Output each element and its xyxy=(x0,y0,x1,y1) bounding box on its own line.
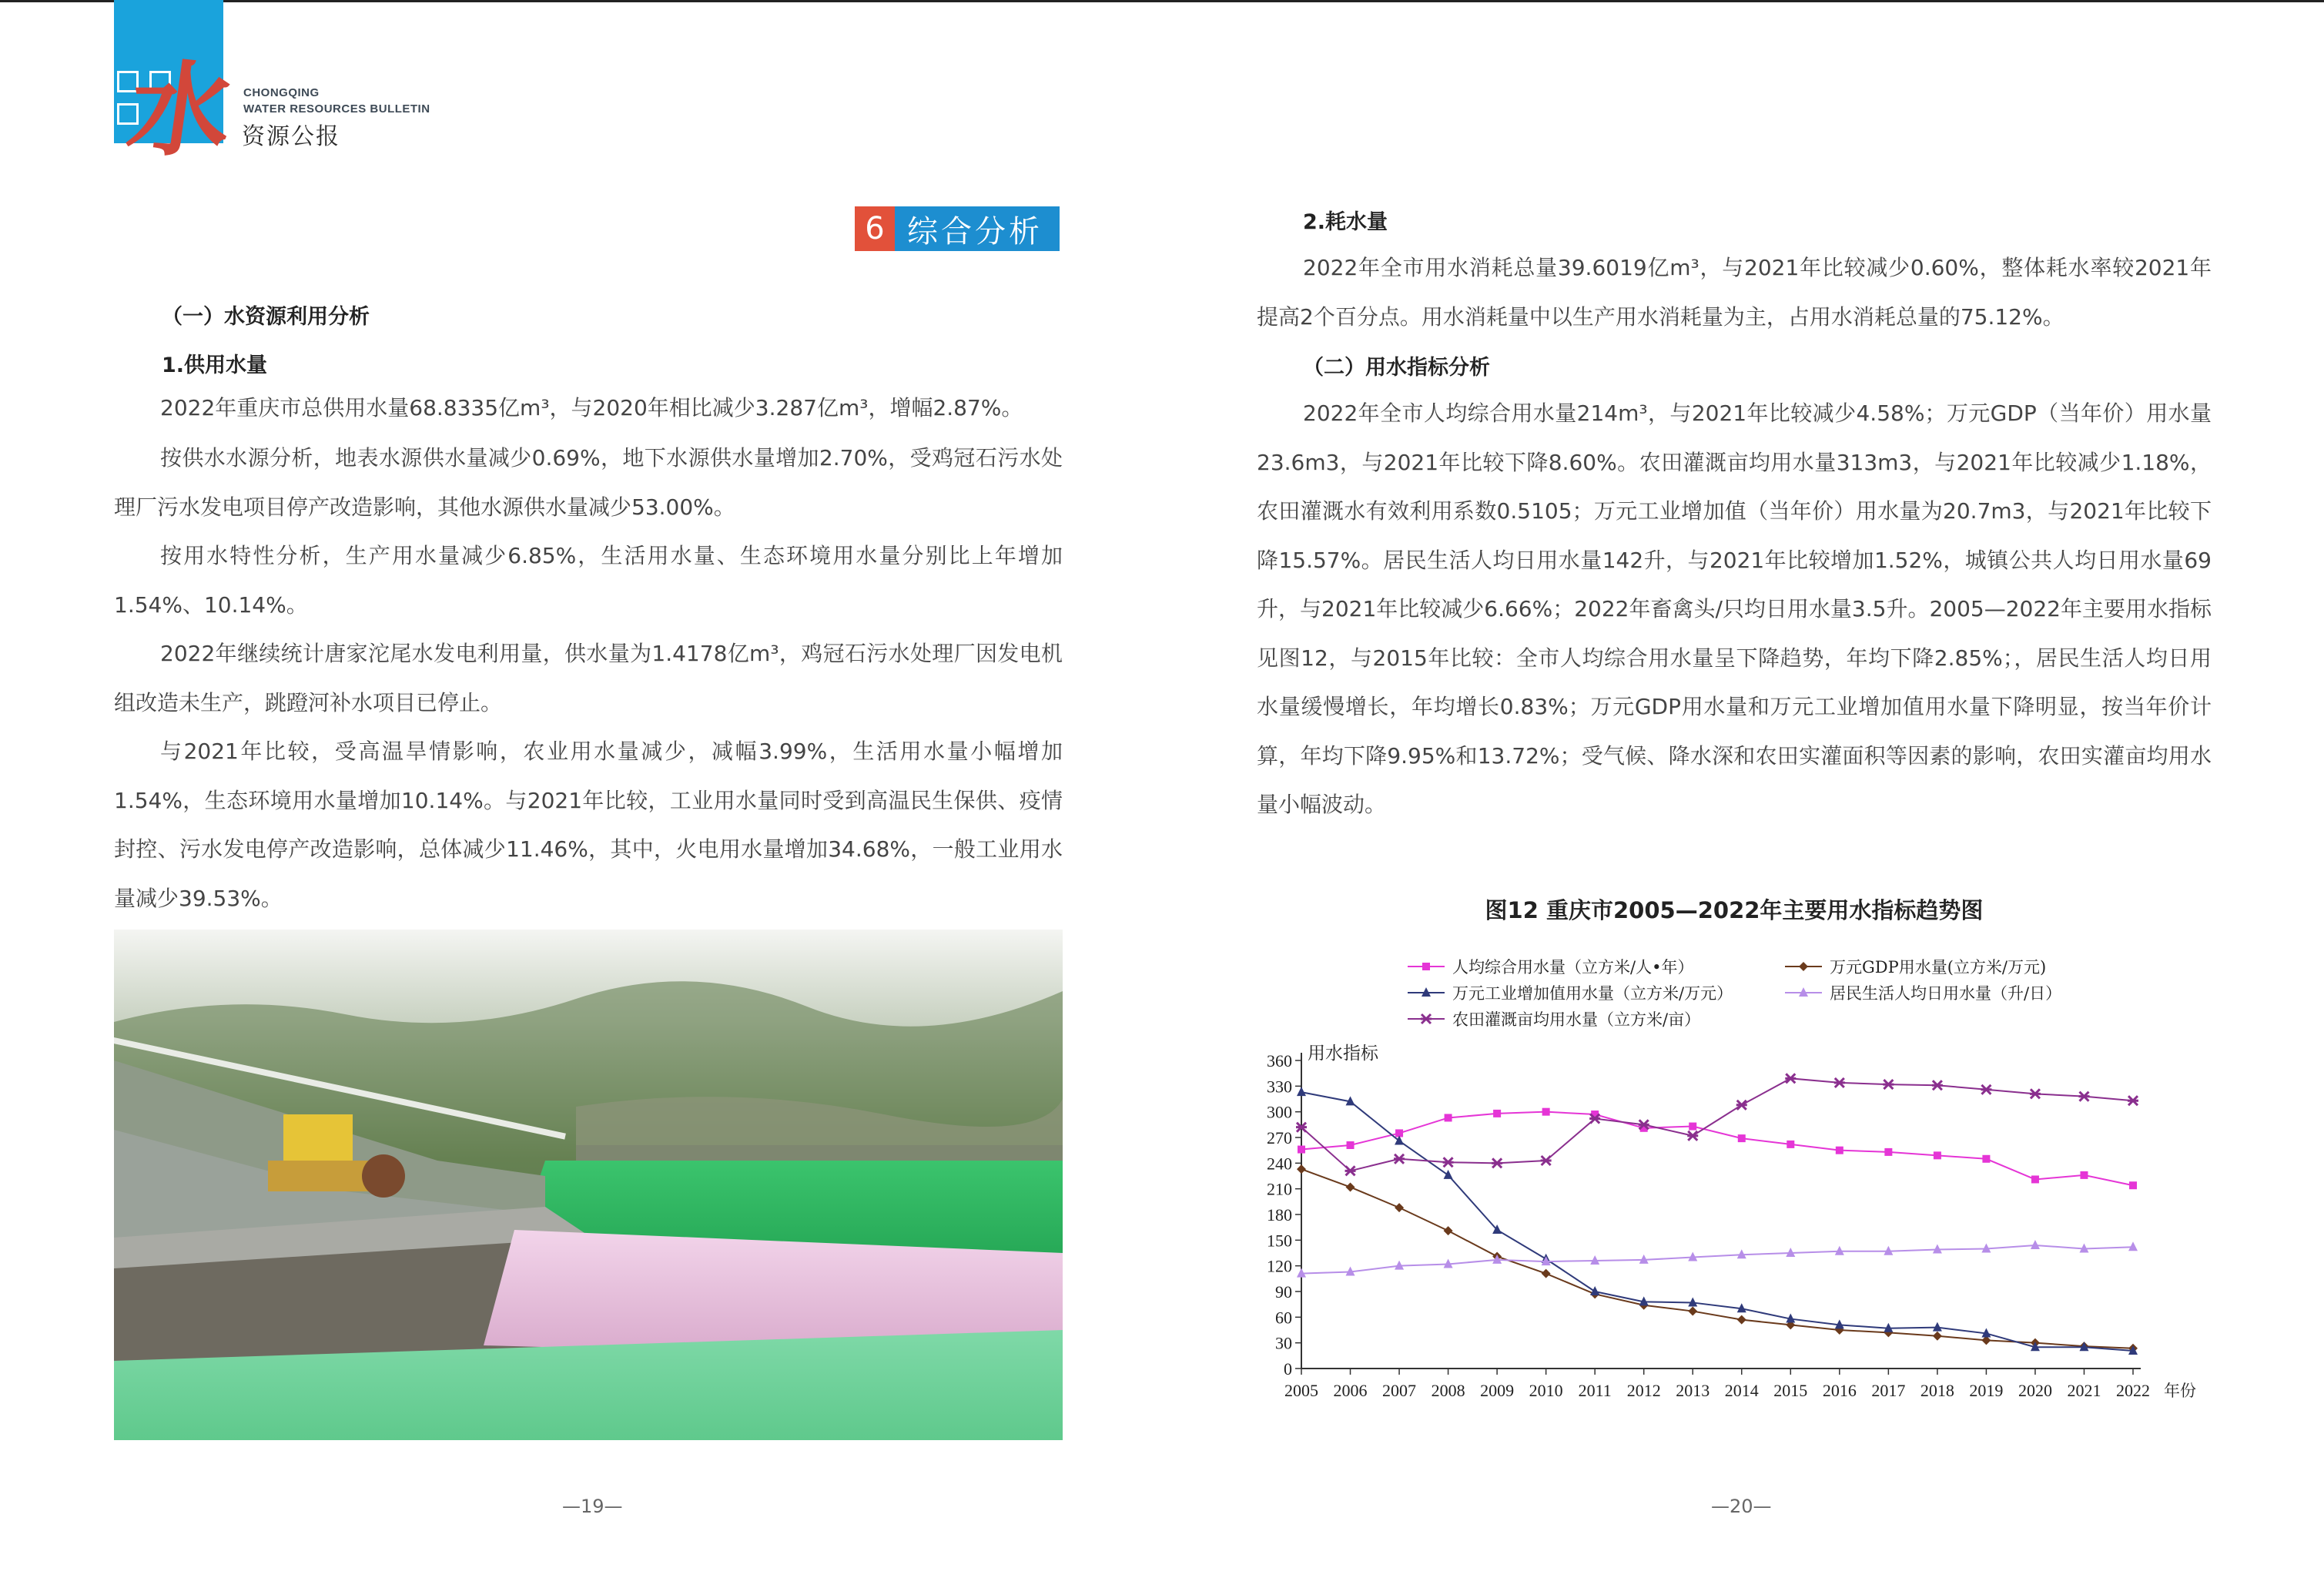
data-point-3 xyxy=(2031,1240,2040,1249)
data-point-2 xyxy=(1933,1322,1942,1332)
data-point-4 xyxy=(2030,1089,2041,1098)
data-point-1 xyxy=(1346,1182,1355,1191)
data-point-4 xyxy=(1883,1080,1894,1089)
data-point-4 xyxy=(1394,1154,1405,1164)
paragraph: 按供水水源分析，地表水源供水量减少0.69%，地下水源供水量增加2.70%，受鸡冠石污水处理厂污水发电项目停产改造影响，其他水源供水量减少53.00%。 xyxy=(114,445,1063,520)
legend-swatch-marker xyxy=(1799,962,1808,971)
legend-label: 农田灌溉亩均用水量（立方米/亩） xyxy=(1452,1010,1701,1029)
paragraph: 2022年全市人均综合用水量214m³，与2021年比较减少4.58%；万元GDP（当年价）用水量23.6m3，与2021年比较下降8.60%。农田灌溉亩均用水量313m3，与2021年比较减少1.18%，农田灌溉水有效利用系数0.5105；万元工业增加值（当年价）用水量为20.7m3，与2021年比较下降15.57%。居民生活人均日用水量142升，与2021年比较增加1.52%，城镇公共人均日用水量69升，与2021年比较减少6.66%；2022年畜禽头/只均日用水量3.5升。2005—2022年主要用水指标见图12，与2015年比较：全市人均综合用水量呈下降趋势，年均下降2.85%；，居民生活人均日用水量缓慢增长，年均增长0.83%；万元GDP用水量和万元工业增加值用水量下降明显，按当年价计算，年均下降9.95%和13.72%；受气候、降水深和农田实灌面积等因素的影响，农田实灌亩均用水量小幅波动。 xyxy=(1257,400,2212,817)
paragraph: 与2021年比较，受高温旱情影响，农业用水量减少，减幅3.99%，生活用水量小幅增加1.54%，生态环境用水量增加10.14%。与2021年比较，工业用水量同时受到高温民生保供、疫情封控、污水发电停产改造影响，总体减少11.46%，其中，火电用水量增加34.68%，一般工业用水量减少39.53%。 xyxy=(114,739,1063,911)
data-point-1 xyxy=(1395,1203,1404,1212)
data-point-0 xyxy=(1884,1148,1892,1156)
data-point-4 xyxy=(1541,1156,1552,1165)
data-point-4 xyxy=(1443,1157,1454,1167)
data-point-0 xyxy=(2031,1175,2039,1183)
x-tick-label: 2006 xyxy=(1333,1381,1368,1400)
x-tick-label: 2011 xyxy=(1578,1381,1612,1400)
data-point-0 xyxy=(2080,1171,2088,1179)
data-point-0 xyxy=(1689,1123,1696,1131)
page-number-left: —19— xyxy=(562,1496,623,1517)
data-point-0 xyxy=(1982,1155,1990,1163)
water-indicator-line-chart xyxy=(1254,951,2216,1429)
legend-swatch-marker xyxy=(1422,963,1430,970)
data-point-4 xyxy=(2078,1092,2089,1101)
paragraph: 2022年重庆市总供用水量68.8335亿m³，与2020年相比减少3.287亿m³，增幅2.87%。 xyxy=(160,395,1023,420)
y-tick-label: 90 xyxy=(1275,1282,1292,1302)
item-heading-consumption: 2.耗水量 xyxy=(1303,210,1388,234)
y-tick-label: 150 xyxy=(1267,1231,1292,1251)
data-point-0 xyxy=(1542,1108,1550,1116)
y-tick-label: 30 xyxy=(1275,1333,1292,1353)
x-tick-label: 2016 xyxy=(1822,1381,1857,1400)
logo-water-char: 水 xyxy=(121,51,239,170)
y-tick-label: 300 xyxy=(1267,1102,1292,1122)
data-point-1 xyxy=(1444,1226,1453,1235)
logo-en-line1: CHONGQING xyxy=(243,86,320,99)
subsection-heading-1: （一）水资源利用分析 xyxy=(162,305,370,329)
x-tick-label: 2015 xyxy=(1773,1381,1808,1400)
section-number: 6 xyxy=(855,206,895,251)
x-tick-label: 2010 xyxy=(1529,1381,1563,1400)
data-point-1 xyxy=(1542,1269,1551,1278)
data-point-0 xyxy=(1298,1146,1305,1154)
page-number-right: —20— xyxy=(1711,1496,1772,1517)
data-point-4 xyxy=(1736,1101,1747,1110)
data-point-2 xyxy=(1444,1170,1453,1179)
x-tick-label: 2005 xyxy=(1284,1381,1318,1400)
data-point-4 xyxy=(1932,1080,1943,1090)
y-tick-label: 60 xyxy=(1275,1308,1292,1328)
x-tick-label: 2009 xyxy=(1480,1381,1515,1400)
logo-en-line2: WATER RESOURCES BULLETIN xyxy=(243,102,430,116)
data-point-4 xyxy=(2128,1096,2138,1105)
data-point-3 xyxy=(2128,1241,2138,1251)
data-point-2 xyxy=(1297,1087,1306,1096)
x-tick-label: 2018 xyxy=(1920,1381,1954,1400)
x-tick-label: 2020 xyxy=(2018,1381,2052,1400)
y-axis-label: 用水指标 xyxy=(1308,1044,1378,1064)
logo-chinese: 资源公报 xyxy=(242,123,340,150)
figure-title: 图12 重庆市2005—2022年主要用水指标趋势图 xyxy=(1485,897,1984,923)
data-point-1 xyxy=(1297,1164,1306,1174)
x-tick-label: 2019 xyxy=(1969,1381,2004,1400)
data-point-0 xyxy=(1836,1147,1843,1154)
y-tick-label: 330 xyxy=(1267,1077,1292,1097)
river-weir-photo xyxy=(114,930,1063,1440)
top-rule xyxy=(0,0,2324,2)
data-point-4 xyxy=(1785,1074,1796,1083)
item-heading-supply: 1.供用水量 xyxy=(162,353,268,377)
legend-label: 人均综合用水量（立方米/人•年） xyxy=(1452,958,1694,977)
subsection-heading-2: （二）用水指标分析 xyxy=(1303,356,1490,380)
data-point-2 xyxy=(1590,1286,1599,1295)
y-tick-label: 210 xyxy=(1267,1179,1292,1199)
x-tick-label: 2022 xyxy=(2116,1381,2150,1400)
data-point-0 xyxy=(1493,1110,1501,1117)
x-tick-label: 2012 xyxy=(1626,1381,1661,1400)
paragraph: 2022年全市用水消耗总量39.6019亿m³，与2021年比较减少0.60%，整体耗水率较2021年提高2个百分点。用水消耗量中以生产用水消耗量为主，占用水消耗总量的75.12%。 xyxy=(1257,255,2212,330)
x-tick-label: 2021 xyxy=(2067,1381,2101,1400)
y-tick-label: 180 xyxy=(1267,1205,1292,1225)
x-tick-label: 2017 xyxy=(1871,1381,1906,1400)
data-point-1 xyxy=(1688,1307,1697,1316)
paragraph: 按用水特性分析，生产用水量减少6.85%，生活用水量、生态环境用水量分别比上年增加1.54%、10.14%。 xyxy=(114,543,1063,618)
legend-label: 万元GDP用水量(立方米/万元) xyxy=(1830,958,2047,977)
legend-label: 万元工业增加值用水量（立方米/万元） xyxy=(1452,984,1733,1003)
data-point-4 xyxy=(1345,1166,1356,1175)
logo-english xyxy=(243,85,430,117)
data-point-4 xyxy=(1492,1158,1502,1168)
legend-label: 居民生活人均日用水量（升/日） xyxy=(1830,984,2062,1003)
y-tick-label: 120 xyxy=(1267,1256,1292,1276)
x-tick-label: 2014 xyxy=(1724,1381,1759,1400)
data-point-4 xyxy=(1687,1131,1698,1141)
x-axis-label: 年份 xyxy=(2164,1382,2196,1400)
series-line-1 xyxy=(1301,1169,2133,1348)
section-header xyxy=(855,206,1060,251)
data-point-0 xyxy=(1738,1134,1746,1142)
paragraph: 2022年继续统计唐家沱尾水发电利用量，供水量为1.4178亿m³，鸡冠石污水处理厂因发电机组改造未生产，跳蹬河补水项目已停止。 xyxy=(114,641,1063,715)
legend-swatch-marker xyxy=(1421,1014,1432,1023)
y-tick-label: 240 xyxy=(1267,1154,1292,1174)
data-point-1 xyxy=(1737,1315,1746,1325)
data-point-0 xyxy=(1347,1141,1355,1149)
data-point-0 xyxy=(1445,1114,1452,1121)
series-line-3 xyxy=(1301,1245,2133,1274)
data-point-0 xyxy=(1787,1141,1794,1148)
y-tick-label: 360 xyxy=(1267,1051,1292,1070)
section-title: 综合分析 xyxy=(895,206,1060,251)
x-tick-label: 2013 xyxy=(1676,1381,1710,1400)
data-point-4 xyxy=(1834,1078,1845,1087)
x-tick-label: 2007 xyxy=(1382,1381,1417,1400)
data-point-0 xyxy=(1934,1151,1941,1159)
x-tick-label: 2008 xyxy=(1431,1381,1465,1400)
data-point-0 xyxy=(2129,1181,2137,1189)
y-tick-label: 270 xyxy=(1267,1128,1292,1147)
data-point-4 xyxy=(1981,1085,1991,1094)
data-point-1 xyxy=(1933,1332,1942,1341)
series-line-2 xyxy=(1301,1092,2133,1351)
series-line-0 xyxy=(1301,1112,2133,1186)
y-tick-label: 0 xyxy=(1284,1359,1292,1379)
